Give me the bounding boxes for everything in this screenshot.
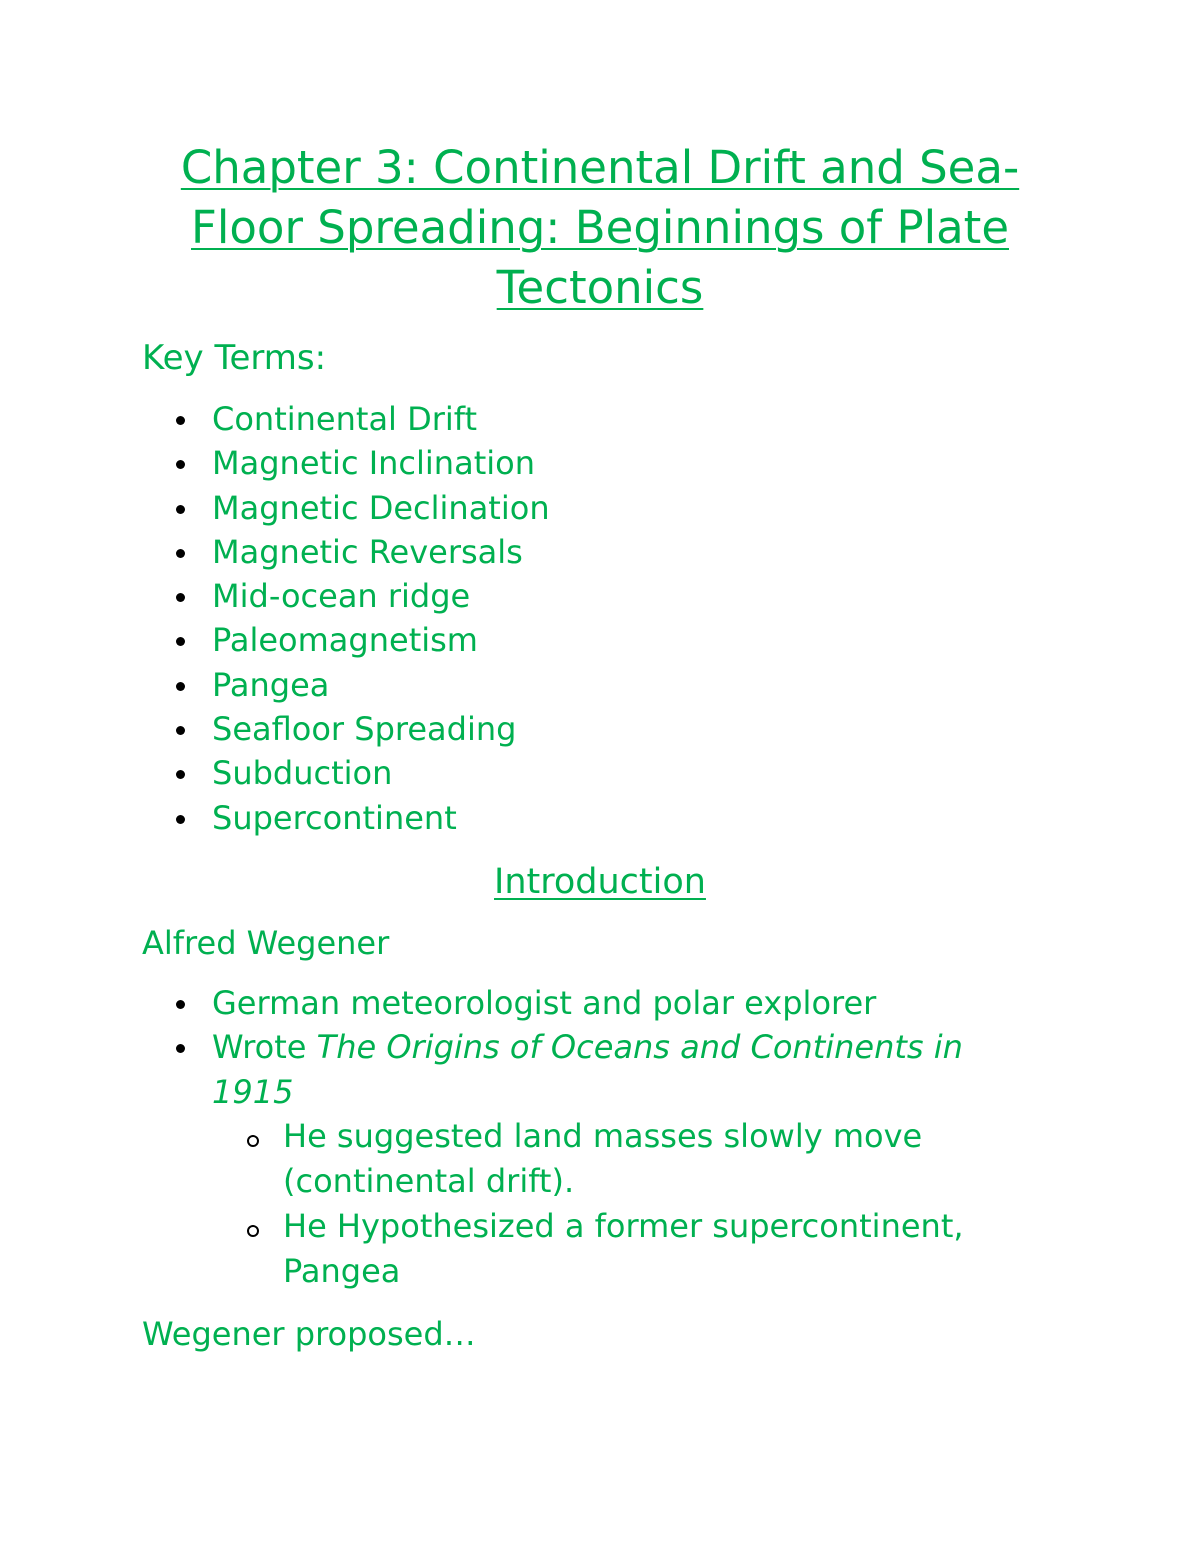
bullet-icon	[176, 549, 185, 558]
list-item	[0, 397, 550, 441]
bullet-icon	[176, 416, 185, 425]
sub-points-list	[0, 1114, 1063, 1294]
bullet-icon	[176, 637, 185, 646]
list-item	[0, 1204, 1063, 1294]
chapter-title: Chapter 3: Continental Drift and Sea-Floor Spreading: Beginnings of Plate Tectonics	[180, 141, 1020, 314]
key-terms-list	[0, 397, 550, 840]
person-facts-list	[0, 981, 1052, 1114]
list-item	[0, 707, 550, 751]
bullet-icon	[176, 1044, 185, 1053]
list-item	[0, 796, 550, 840]
circle-bullet-icon	[247, 1135, 259, 1147]
bullet-icon	[176, 682, 185, 691]
bullet-icon	[176, 770, 185, 779]
key-term: Pangea	[212, 665, 330, 704]
list-item	[0, 751, 550, 795]
bullet-icon	[176, 815, 185, 824]
list-item	[0, 574, 550, 618]
list-item	[0, 618, 550, 662]
sub-point-text: He Hypothesized a former supercontinent, Pangea	[283, 1207, 964, 1290]
bullet-icon	[176, 726, 185, 735]
list-item	[0, 486, 550, 530]
key-term: Mid-ocean ridge	[212, 577, 471, 616]
list-item	[0, 530, 550, 574]
bullet-icon	[176, 505, 185, 514]
list-item	[0, 981, 1052, 1025]
introduction-heading: Introduction	[494, 862, 706, 902]
key-term: Continental Drift	[212, 400, 478, 438]
bullet-icon	[176, 593, 185, 602]
fact-text: German meteorologist and polar explorer	[212, 984, 877, 1022]
list-item	[0, 1025, 1052, 1114]
key-term: Seafloor Spreading	[212, 710, 517, 749]
bullet-icon	[176, 1000, 185, 1009]
person-name: Alfred Wegener	[142, 924, 390, 962]
closing-text: Wegener proposed…	[142, 1315, 476, 1353]
fact-text: Wrote	[212, 1028, 317, 1067]
circle-bullet-icon	[247, 1225, 259, 1237]
bullet-icon	[176, 460, 185, 469]
list-item	[0, 1114, 1063, 1204]
sub-point-text: He suggested land masses slowly move (continental drift).	[283, 1117, 923, 1200]
list-item	[0, 663, 550, 707]
book-title: The Origins of Oceans and Continents in 1915	[212, 1028, 963, 1111]
key-terms-heading: Key Terms:	[142, 338, 327, 378]
key-term: Supercontinent	[212, 798, 457, 837]
key-term: Magnetic Inclination	[212, 444, 535, 483]
list-item	[0, 441, 550, 485]
key-term: Magnetic Declination	[212, 488, 550, 527]
key-term: Magnetic Reversals	[212, 532, 523, 571]
key-term: Paleomagnetism	[212, 621, 478, 660]
key-term: Subduction	[212, 754, 393, 793]
